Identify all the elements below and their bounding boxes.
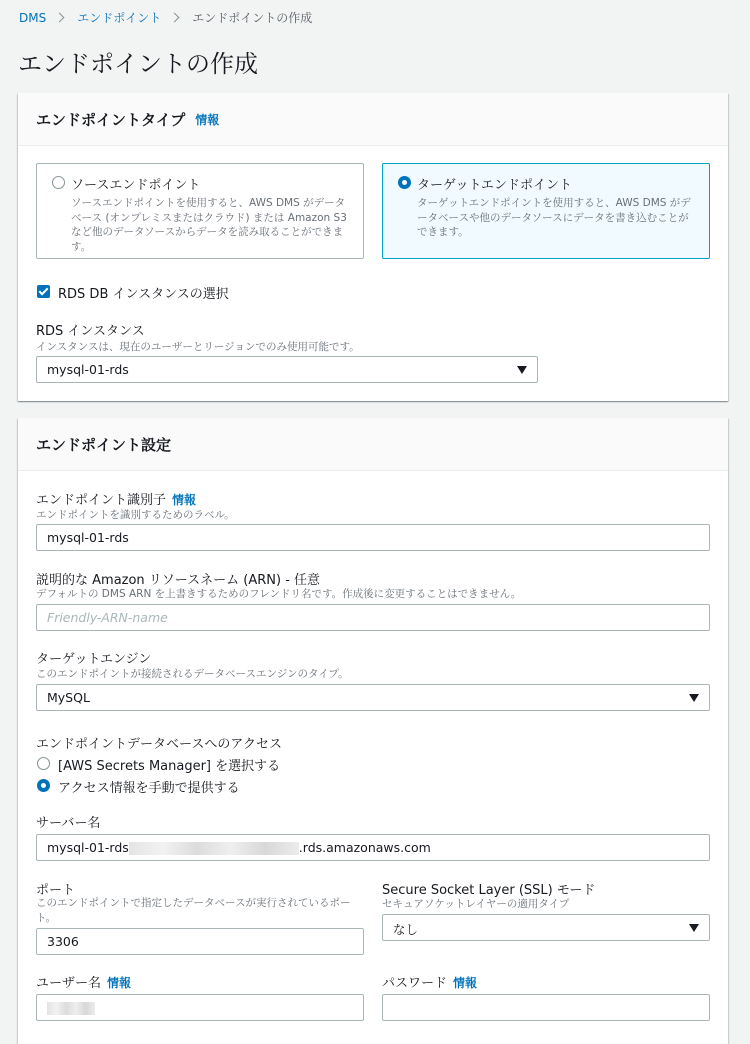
target-engine-value: MySQL bbox=[47, 690, 90, 705]
rds-instance-checkbox[interactable] bbox=[37, 285, 50, 298]
endpoint-type-panel bbox=[18, 93, 728, 401]
endpoint-settings-panel bbox=[18, 418, 728, 1044]
info-link[interactable]: 情報 bbox=[172, 493, 197, 507]
chevron-right-icon bbox=[55, 13, 65, 23]
redacted-username bbox=[47, 1002, 95, 1015]
arn-label: 説明的な Amazon リソースネーム (ARN) - 任意 bbox=[36, 573, 321, 588]
secrets-manager-radio[interactable] bbox=[37, 757, 50, 770]
username-label bbox=[36, 972, 131, 991]
rds-instance-desc: インスタンスは、現在のユーザーとリージョンでのみ使用可能です。 bbox=[36, 341, 360, 353]
endpoint-identifier-label-text: エンドポイント識別子 bbox=[36, 493, 167, 508]
info-link[interactable]: 情報 bbox=[453, 976, 478, 990]
endpoint-identifier-input[interactable]: mysql-01-rds bbox=[36, 524, 710, 551]
target-endpoint-radio[interactable] bbox=[398, 176, 411, 189]
breadcrumb-dms-link[interactable]: DMS bbox=[19, 10, 47, 25]
ssl-mode-desc: セキュアソケットレイヤーの適用タイプ bbox=[382, 898, 570, 910]
info-link[interactable]: 情報 bbox=[107, 976, 132, 990]
caret-down-icon bbox=[689, 694, 699, 702]
endpoint-type-header bbox=[18, 93, 728, 146]
breadcrumb-current: エンドポイントの作成 bbox=[192, 11, 313, 25]
arn-input[interactable]: Friendly-ARN-name bbox=[36, 604, 710, 631]
info-link[interactable]: 情報 bbox=[195, 112, 220, 127]
server-name-suffix: .rds.amazonaws.com bbox=[298, 840, 431, 855]
username-label-text: ユーザー名 bbox=[36, 976, 102, 991]
server-name-input[interactable] bbox=[36, 834, 710, 861]
db-access-label: エンドポイントデータベースへのアクセス bbox=[36, 737, 282, 752]
rds-instance-select[interactable] bbox=[36, 356, 538, 383]
rds-instance-value: mysql-01-rds bbox=[47, 362, 129, 377]
password-label-text: パスワード bbox=[382, 976, 448, 991]
arn-desc: デフォルトの DMS ARN を上書きするためのフレンドリ名です。作成後に変更することはできません。 bbox=[36, 588, 522, 600]
target-engine-select[interactable] bbox=[36, 684, 710, 711]
manual-access-option-label[interactable]: アクセス情報を手動で提供する bbox=[58, 781, 240, 796]
endpoint-identifier-desc: エンドポイントを識別するためのラベル。 bbox=[36, 509, 235, 521]
target-engine-label: ターゲットエンジン bbox=[36, 652, 152, 667]
ssl-mode-select[interactable] bbox=[382, 914, 710, 941]
caret-down-icon bbox=[689, 924, 699, 932]
server-name-label: サーバー名 bbox=[36, 816, 101, 831]
target-endpoint-title: ターゲットエンドポイント bbox=[417, 178, 572, 193]
caret-down-icon bbox=[517, 366, 527, 374]
password-input[interactable] bbox=[382, 994, 710, 1021]
target-endpoint-tile[interactable] bbox=[382, 163, 710, 259]
panel-title: エンドポイントタイプ bbox=[36, 110, 186, 129]
endpoint-identifier-label bbox=[36, 489, 196, 508]
rds-instance-checkbox-label[interactable]: RDS DB インスタンスの選択 bbox=[58, 287, 229, 302]
ssl-mode-label: Secure Socket Layer (SSL) モード bbox=[382, 883, 596, 898]
manual-access-radio[interactable] bbox=[37, 779, 50, 792]
secrets-manager-option-label[interactable]: [AWS Secrets Manager] を選択する bbox=[58, 759, 281, 774]
port-label: ポート bbox=[36, 883, 76, 898]
rds-instance-label: RDS インスタンス bbox=[36, 324, 145, 339]
endpoint-settings-header bbox=[18, 418, 728, 471]
port-input[interactable]: 3306 bbox=[36, 928, 364, 955]
page-title: エンドポイントの作成 bbox=[18, 50, 258, 78]
target-engine-desc: このエンドポイントが接続されるデータベースエンジンのタイプ。 bbox=[36, 668, 349, 680]
chevron-right-icon bbox=[170, 13, 180, 23]
password-label bbox=[382, 972, 477, 991]
breadcrumb bbox=[19, 9, 312, 26]
breadcrumb-endpoints-link[interactable]: エンドポイント bbox=[77, 11, 162, 25]
source-endpoint-desc: ソースエンドポイントを使用すると、AWS DMS がデータベース (オンプレミスまたはクラウド) または Amazon S3 など他のデータソースからデータを読み取ることができます。 bbox=[71, 197, 347, 254]
port-desc: このエンドポイントで指定したデータベースが実行されているポート。 bbox=[36, 897, 351, 924]
source-endpoint-title: ソースエンドポイント bbox=[71, 178, 201, 193]
target-endpoint-desc: ターゲットエンドポイントを使用すると、AWS DMS がデータベースや他のデータソースにデータを書き込むことができます。 bbox=[417, 197, 691, 239]
server-name-prefix: mysql-01-rds bbox=[47, 840, 129, 855]
source-endpoint-tile[interactable] bbox=[36, 163, 364, 259]
username-input[interactable] bbox=[36, 994, 364, 1021]
ssl-mode-value: なし bbox=[393, 922, 419, 937]
panel-title: エンドポイント設定 bbox=[36, 435, 172, 454]
redacted-hostname bbox=[129, 842, 299, 855]
source-endpoint-radio[interactable] bbox=[52, 176, 65, 189]
